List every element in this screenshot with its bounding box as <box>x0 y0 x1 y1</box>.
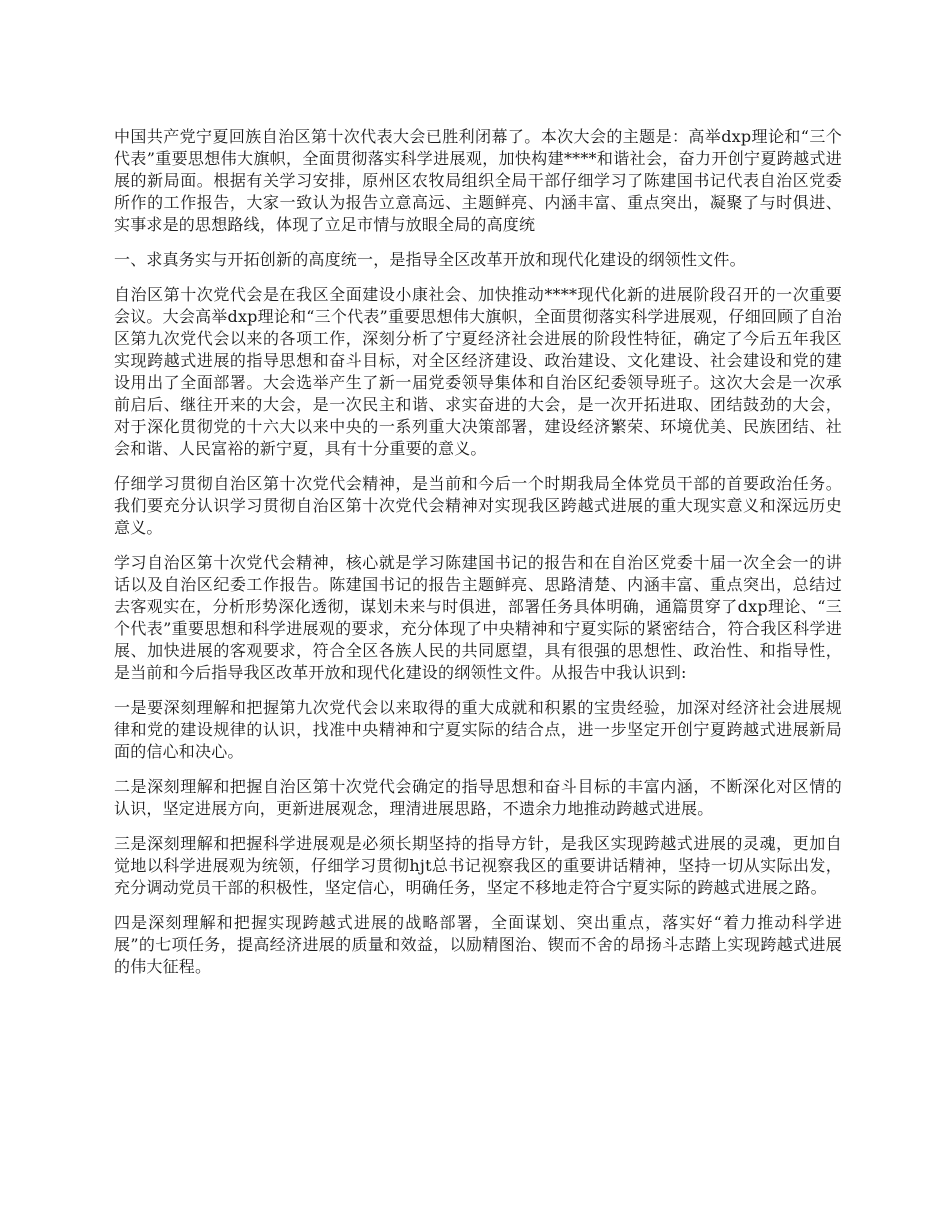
point-one-paragraph: 一是要深刻理解和把握第九次党代会以来取得的重大成就和积累的宝贵经验，加深对经济社会进展规律和党的建设规律的认识，找准中央精神和宁夏实际的结合点，进一步坚定开创宁夏跨越式进展新局面的信心和决心。 <box>114 698 842 761</box>
study-task-paragraph: 仔细学习贯彻自治区第十次党代会精神，是当前和今后一个时期我局全体党员干部的首要政治任务。我们要充分认识学习贯彻自治区第十次党代会精神对实现我区跨越式进展的重大现实意义和深远历史意义。 <box>114 474 842 537</box>
document-body <box>114 126 842 991</box>
point-two-paragraph: 二是深刻理解和把握自治区第十次党代会确定的指导思想和奋斗目标的丰富内涵，不断深化对区情的认识，坚定进展方向，更新进展观念，理清进展思路，不遗余力地推动跨越式进展。 <box>114 777 842 818</box>
report-core-paragraph: 学习自治区第十次党代会精神，核心就是学习陈建国书记的报告和在自治区党委十届一次全会一的讲话以及自治区纪委工作报告。陈建国书记的报告主题鲜亮、思路清楚、内涵丰富、重点突出，总结过去客观实在，分析形势深化透彻，谋划未来与时俱进，部署任务具体明确，通篇贯穿了dxp理论、“三个代表”重要思想和科学进展观的要求，充分体现了中央精神和宁夏实际的紧密结合，符合我区科学进展、加快进展的客观要求，符合全区各族人民的共同愿望，具有很强的思想性、政治性、和指导性，是当前和今后指导我区改革开放和现代化建设的纲领性文件。从报告中我认识到: <box>114 553 842 682</box>
point-three-paragraph: 三是深刻理解和把握科学进展观是必须长期坚持的指导方针，是我区实现跨越式进展的灵魂，更加自觉地以科学进展观为统领，仔细学习贯彻hjt总书记视察我区的重要讲话精神，坚持一切从实际出发，充分调动党员干部的积极性，坚定信心，明确任务，坚定不移地走符合宁夏实际的跨越式进展之路。 <box>114 834 842 897</box>
intro-paragraph: 中国共产党宁夏回族自治区第十次代表大会已胜利闭幕了。本次大会的主题是：高举dxp理论和“三个代表”重要思想伟大旗帜，全面贯彻落实科学进展观，加快构建****和谐社会，奋力开创宁夏跨越式进展的新局面。根据有关学习安排，原州区农牧局组织全局干部仔细学习了陈建国书记代表自治区党委所作的工作报告，大家一致认为报告立意高远、主题鲜亮、内涵丰富、重点突出，凝聚了与时俱进、实事求是的思想路线，体现了立足市情与放眼全局的高度统 <box>114 127 842 234</box>
point-four-paragraph: 四是深刻理解和把握实现跨越式进展的战略部署，全面谋划、突出重点，落实好“着力推动科学进展”的七项任务，提高经济进展的质量和效益，以励精图治、锲而不舍的昂扬斗志踏上实现跨越式进展的伟大征程。 <box>114 913 842 976</box>
congress-overview-paragraph: 自治区第十次党代会是在我区全面建设小康社会、加快推动****现代化新的进展阶段召开的一次重要会议。大会高举dxp理论和“三个代表”重要思想伟大旗帜，全面贯彻落实科学进展观，仔细回顾了自治区第九次党代会以来的各项工作，深刻分析了宁夏经济社会进展的阶段性特征，确定了今后五年我区实现跨越式进展的指导思想和奋斗目标，对全区经济建设、政治建设、文化建设、社会建设和党的建设用出了全面部署。大会选举产生了新一届党委领导集体和自治区纪委领导班子。这次大会是一次承前启后、继往开来的大会，是一次民主和谐、求实奋进的大会，是一次开拓进取、团结鼓劲的大会，对于深化贯彻党的十六大以来中央的一系列重大决策部署，建设经济繁荣、环境优美、民族团结、社会和谐、人民富裕的新宁夏，具有十分重要的意义。 <box>114 285 842 458</box>
section-heading-one: 一、求真务实与开拓创新的高度统一，是指导全区改革开放和现代化建设的纲领性文件。 <box>114 250 746 269</box>
